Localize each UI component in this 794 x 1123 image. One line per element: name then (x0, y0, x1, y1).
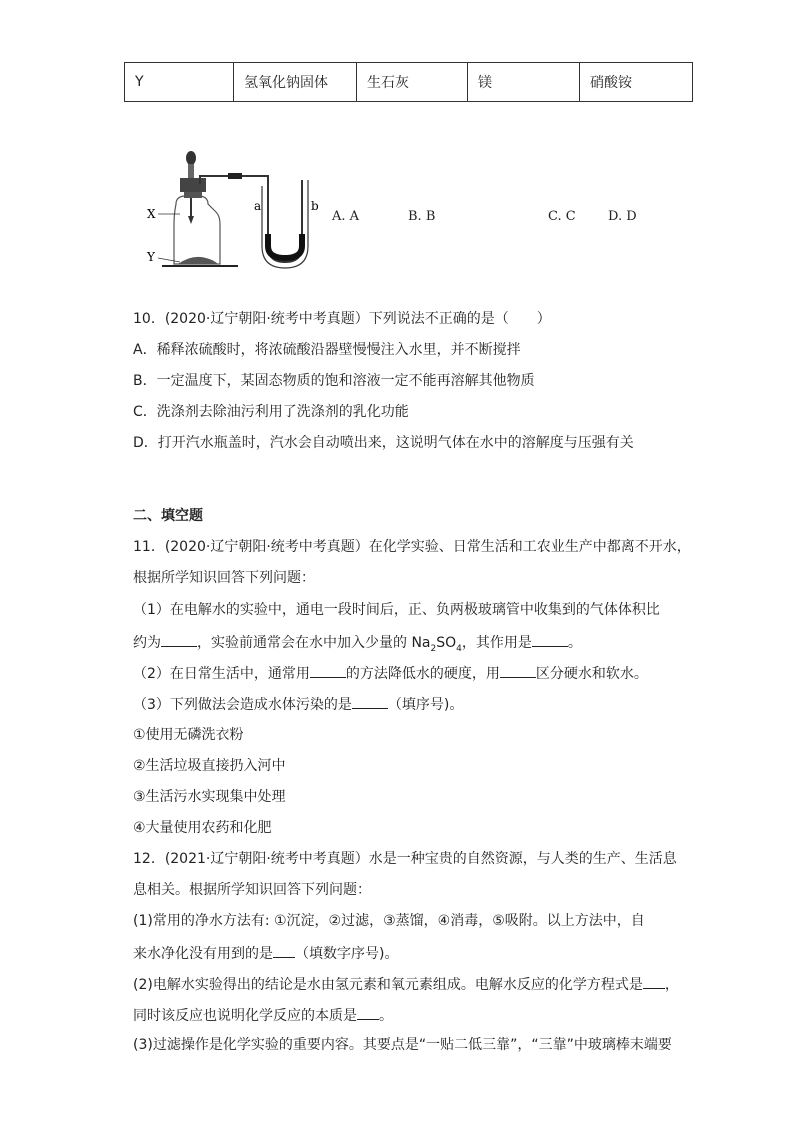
q11-item-4: ④大量使用农药和化肥 (133, 820, 272, 836)
q12-p2b (133, 1005, 393, 1025)
text: 来水净化没有用到的是 (133, 946, 273, 962)
choice-c[interactable]: C. C (548, 209, 576, 224)
q11-item-3: ③生活污水实现集中处理 (133, 789, 286, 805)
q11-line2: 根据所学知识回答下列问题： (133, 570, 315, 586)
table-cell: Y (125, 63, 234, 102)
text: ，其作用是 (461, 635, 532, 651)
q11-p2 (133, 663, 648, 683)
q10-option-b[interactable]: B．一定温度下，某固态物质的饱和溶液一定不能再溶解其他物质 (133, 373, 535, 389)
text: 同时该反应也说明化学反应的本质是 (133, 1008, 357, 1024)
table-cell: 硝酸铵 (580, 63, 693, 102)
answer-blank[interactable] (500, 663, 536, 678)
q12-p1a: (1)常用的净水方法有: ①沉淀，②过滤，③蒸馏，④消毒，⑤吸附。以上方法中，自 (133, 913, 645, 929)
text: 的方法降低水的硬度，用 (345, 666, 500, 682)
apparatus-diagram (140, 146, 340, 276)
text: SO (436, 635, 457, 651)
answer-blank[interactable] (310, 663, 346, 678)
bottle (174, 196, 220, 264)
table-cell: 氢氧化钠固体 (234, 63, 357, 102)
table-row (125, 63, 693, 102)
text: 约为 (133, 635, 161, 651)
label-y-leader (158, 258, 180, 262)
text: ，实验前通常会在水中加入少量的 Na (197, 635, 431, 651)
dropper-neck (188, 164, 194, 178)
q10-option-c[interactable]: C．洗涤剂去除油污利用了洗涤剂的乳化功能 (133, 404, 409, 420)
answer-blank[interactable] (643, 974, 665, 989)
text: (2)电解水实验得出的结论是水由氢元素和氧元素组成。电解水反应的化学方程式是 (133, 977, 643, 993)
q12-p3: (3)过滤操作是化学实验的重要内容。其要点是“一贴二低三靠”，“三靠”中玻璃棒末端要 (133, 1037, 672, 1053)
q11-item-1: ①使用无磷洗衣粉 (133, 727, 244, 743)
text: （2）在日常生活中，通常用 (133, 666, 310, 682)
q10-option-a[interactable]: A．稀释浓硫酸时，将浓硫酸沿器壁慢慢注入水里，并不断搅拌 (133, 342, 521, 358)
q11-p3 (133, 694, 463, 714)
tube-joint (228, 173, 242, 179)
text: （3）下列做法会造成水体污染的是 (133, 697, 352, 713)
subscript: 4 (456, 643, 462, 654)
stopper (180, 178, 206, 192)
text: ， (664, 977, 679, 993)
dropper-bulb (186, 151, 196, 165)
label-x: X (147, 207, 156, 221)
solid-y (178, 257, 218, 264)
choice-a[interactable]: A. A (332, 209, 360, 224)
answer-blank[interactable] (532, 632, 568, 647)
q12-line2: 息相关。根据所学知识回答下列问题： (133, 882, 371, 898)
label-y: Y (147, 250, 155, 264)
q12-p1b (133, 943, 398, 963)
q11-line1: 11．(2020·辽宁朝阳·统考中考真题）在化学实验、日常生活和工农业生产中都离不开水， (133, 539, 691, 555)
options-table (124, 62, 693, 102)
answer-blank[interactable] (357, 1005, 379, 1020)
q11-p1a: （1）在电解水的实验中，通电一段时间后，正、负两极玻璃管中收集到的气体体积比 (133, 602, 660, 618)
q10-option-d[interactable]: D．打开汽水瓶盖时，汽水会自动喷出来，这说明气体在水中的溶解度与压强有关 (133, 435, 634, 451)
answer-blank[interactable] (273, 943, 295, 958)
text: （填数字序号)。 (295, 946, 399, 962)
dropper-tip (188, 216, 194, 224)
q11-p1b (133, 632, 582, 658)
u-tube-liquid (268, 234, 302, 258)
answer-blank[interactable] (352, 694, 388, 709)
text: 。 (567, 635, 582, 651)
table-cell: 生石灰 (357, 63, 468, 102)
choice-d[interactable]: D. D (608, 209, 637, 224)
section-heading: 二、填空题 (133, 508, 203, 524)
stopper-bottom (184, 192, 202, 198)
text: 区分硬水和软水。 (535, 666, 648, 682)
text: （填序号)。 (387, 697, 464, 713)
choice-b[interactable]: B. B (408, 209, 436, 224)
q11-item-2: ②生活垃圾直接扔入河中 (133, 758, 286, 774)
label-a: a (254, 199, 262, 213)
q12-line1: 12．(2021·辽宁朝阳·统考中考真题）水是一种宝贵的自然资源，与人类的生产、生活息 (133, 851, 677, 867)
label-b: b (311, 199, 319, 213)
text: 。 (379, 1008, 393, 1024)
q12-p2a (133, 974, 679, 994)
table-cell: 镁 (468, 63, 580, 102)
answer-blank[interactable] (161, 632, 197, 647)
subscript: 2 (430, 643, 437, 654)
q10-stem: 10．(2020·辽宁朝阳·统考中考真题）下列说法不正确的是（ ） (133, 311, 551, 327)
